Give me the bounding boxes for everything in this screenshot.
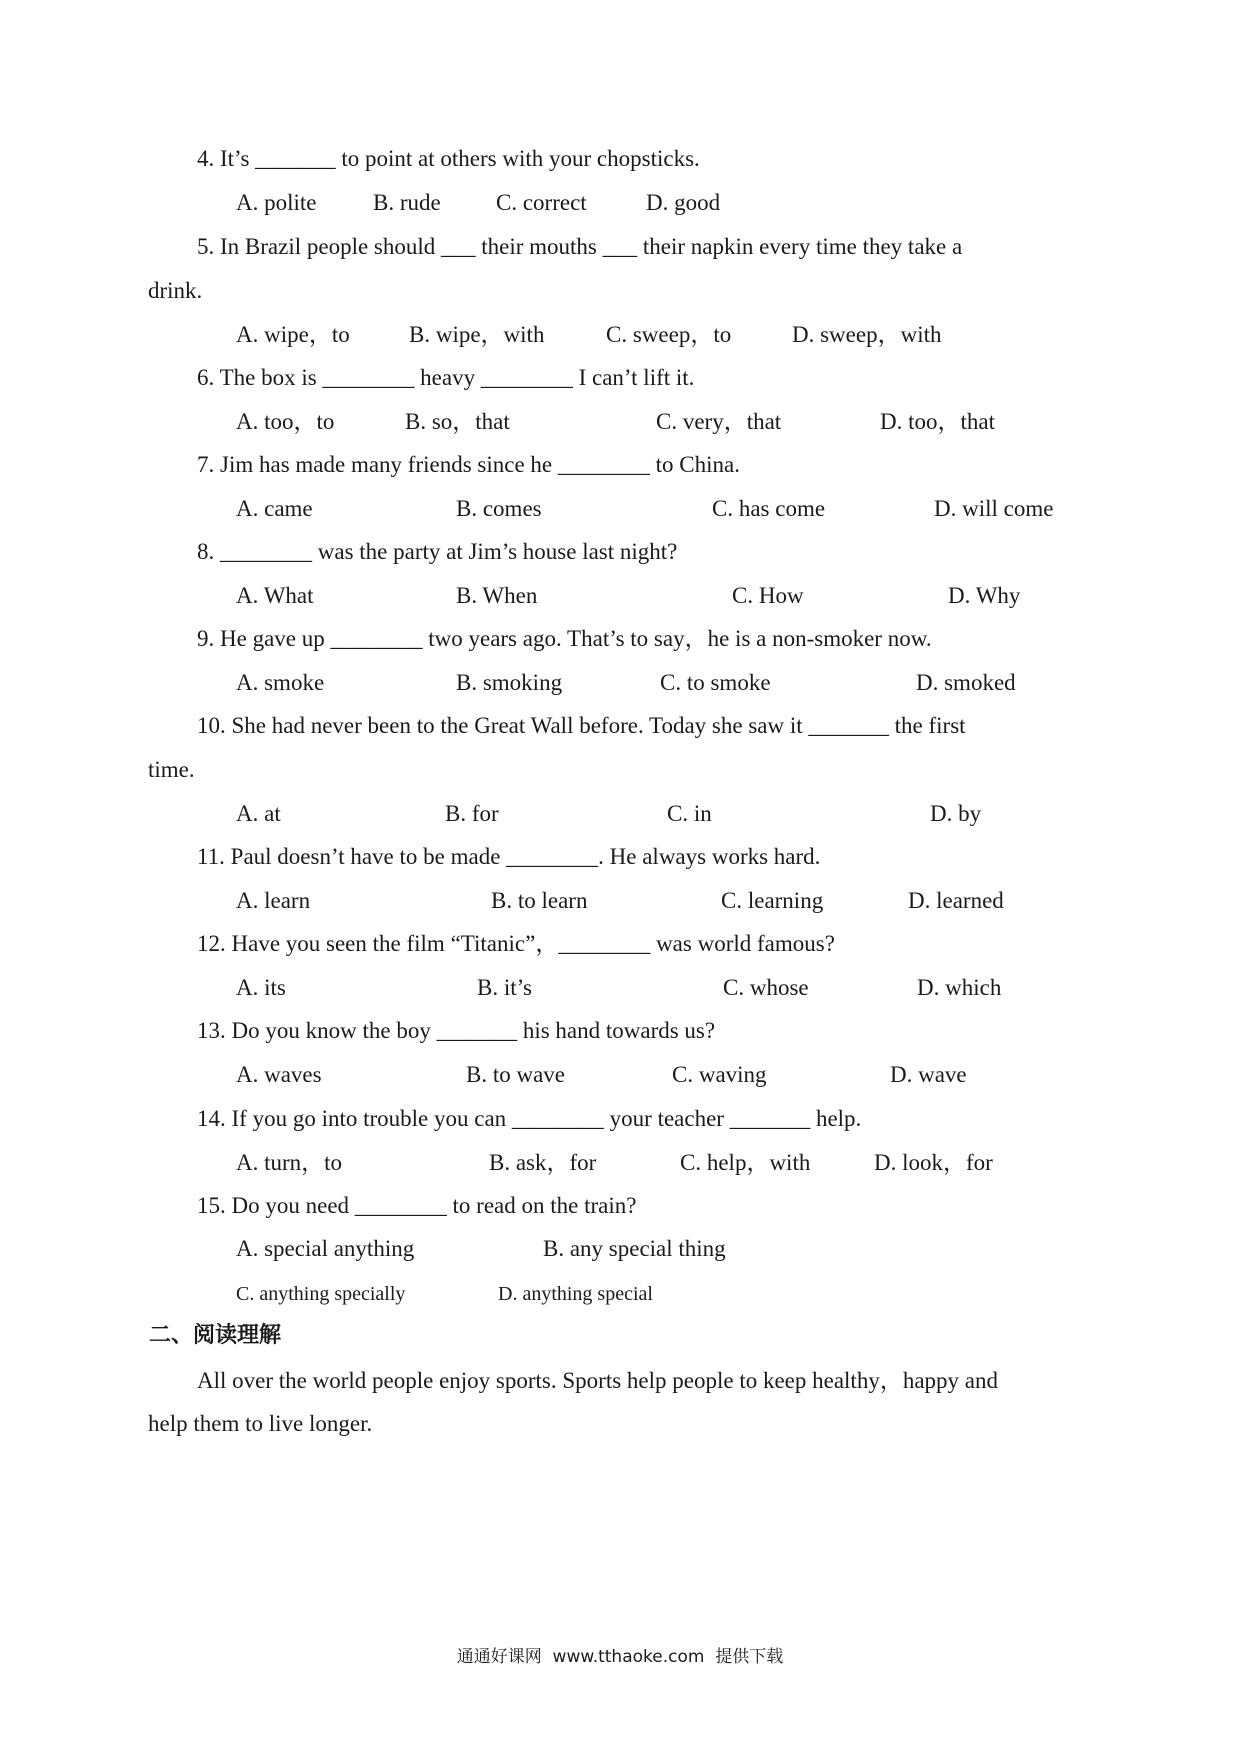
option-b: B. to wave bbox=[466, 1062, 566, 1087]
option-c: C. has come bbox=[712, 496, 826, 521]
question-stem: 13. Do you know the boy _______ his hand towards us? bbox=[197, 1018, 716, 1043]
option-a: A. waves bbox=[236, 1062, 322, 1087]
option-d: D. which bbox=[917, 975, 1002, 1000]
option-c: C. in bbox=[667, 801, 712, 826]
option-d: D. smoked bbox=[916, 670, 1016, 695]
question-stem: 12. Have you seen the film “Titanic”，________ was world famous? bbox=[197, 931, 835, 956]
option-c: C. learning bbox=[721, 888, 824, 913]
option-a: A. its bbox=[236, 975, 286, 1000]
question-stem: 6. The box is ________ heavy ________ I can’t lift it. bbox=[197, 365, 695, 390]
option-c: C. anything specially bbox=[236, 1283, 406, 1305]
option-b: B. so，that bbox=[405, 409, 510, 434]
option-b: B. comes bbox=[456, 496, 542, 521]
option-d: D. Why bbox=[948, 583, 1021, 608]
option-c: C. whose bbox=[723, 975, 809, 1000]
option-c: C. correct bbox=[496, 190, 587, 215]
option-d: D. by bbox=[930, 801, 982, 826]
option-a: A. learn bbox=[236, 888, 311, 913]
question-stem-continued: drink. bbox=[148, 278, 203, 303]
option-d: D. learned bbox=[908, 888, 1004, 913]
question-stem: 9. He gave up ________ two years ago. That’s to say，he is a non-smoker now. bbox=[197, 626, 932, 651]
section-title: 二、阅读理解 bbox=[149, 1323, 282, 1348]
option-a: A. wipe，to bbox=[236, 322, 350, 347]
option-c: C. sweep，to bbox=[606, 322, 732, 347]
option-a: A. polite bbox=[236, 190, 317, 215]
option-a: A. came bbox=[236, 496, 313, 521]
option-c: C. How bbox=[732, 583, 804, 608]
option-a: A. at bbox=[236, 801, 281, 826]
option-b: B. smoking bbox=[456, 670, 563, 695]
option-b: B. ask，for bbox=[489, 1150, 597, 1175]
option-c: C. very，that bbox=[656, 409, 782, 434]
question-stem-continued: time. bbox=[148, 757, 195, 782]
question-stem: 4. It’s _______ to point at others with your chopsticks. bbox=[197, 146, 700, 171]
page-footer: 通通好课网 www.tthaoke.com 提供下载 bbox=[456, 1647, 784, 1667]
option-b: B. to learn bbox=[491, 888, 588, 913]
option-d: D. sweep，with bbox=[792, 322, 942, 347]
option-b: B. it’s bbox=[477, 975, 532, 1000]
option-b: B. wipe，with bbox=[409, 322, 545, 347]
passage-line: All over the world people enjoy sports. Sports help people to keep healthy，happy and bbox=[197, 1368, 998, 1393]
question-stem: 10. She had never been to the Great Wall before. Today she saw it _______ the first bbox=[197, 713, 966, 738]
question-stem: 8. ________ was the party at Jim’s house last night? bbox=[197, 539, 678, 564]
question-stem: 14. If you go into trouble you can ________ your teacher _______ help. bbox=[197, 1106, 862, 1131]
option-a: A. special anything bbox=[236, 1236, 415, 1261]
question-stem: 7. Jim has made many friends since he ________ to China. bbox=[197, 452, 740, 477]
option-b: B. When bbox=[456, 583, 538, 608]
option-a: A. turn，to bbox=[236, 1150, 343, 1175]
option-d: D. anything special bbox=[498, 1283, 653, 1305]
question-stem: 11. Paul doesn’t have to be made ________. He always works hard. bbox=[197, 844, 821, 869]
option-a: A. too，to bbox=[236, 409, 335, 434]
option-d: D. wave bbox=[890, 1062, 967, 1087]
question-stem: 15. Do you need ________ to read on the train? bbox=[197, 1193, 637, 1218]
option-a: A. smoke bbox=[236, 670, 325, 695]
option-c: C. help，with bbox=[680, 1150, 811, 1175]
passage-line: help them to live longer. bbox=[148, 1411, 373, 1436]
option-b: B. for bbox=[445, 801, 499, 826]
option-a: A. What bbox=[236, 583, 314, 608]
option-d: D. will come bbox=[934, 496, 1054, 521]
option-c: C. to smoke bbox=[660, 670, 771, 695]
option-c: C. waving bbox=[672, 1062, 767, 1087]
option-b: B. rude bbox=[373, 190, 441, 215]
option-d: D. too，that bbox=[880, 409, 995, 434]
option-b: B. any special thing bbox=[543, 1236, 726, 1261]
option-d: D. look，for bbox=[874, 1150, 993, 1175]
option-d: D. good bbox=[646, 190, 721, 215]
question-stem: 5. In Brazil people should ___ their mouths ___ their napkin every time they take a bbox=[197, 234, 963, 259]
